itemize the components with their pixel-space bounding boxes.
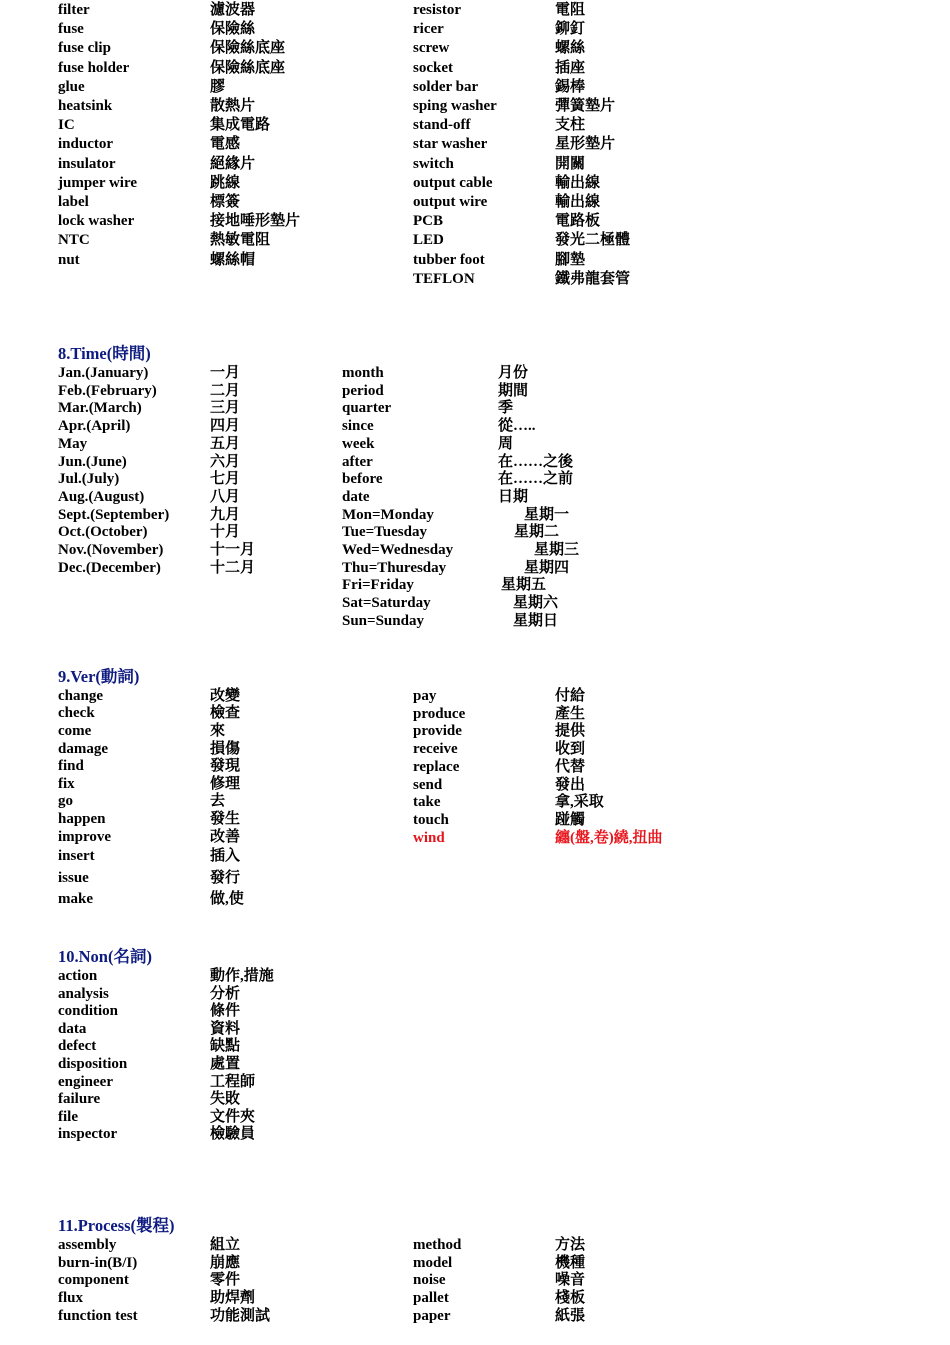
verb-right-translation: 付給 — [555, 688, 586, 704]
noun-translation: 資料 — [210, 1020, 241, 1037]
verb-right-translation: 收到 — [555, 741, 586, 758]
time-term-translation: 從….. — [498, 418, 536, 435]
month-translation: 七月 — [210, 471, 241, 488]
parts-right-term: LED — [413, 232, 444, 249]
time-term-term: Thu=Thuresday — [342, 559, 447, 576]
parts-right-translation: 鐵弗龍套管 — [555, 270, 631, 287]
process-right-translation: 棧板 — [555, 1290, 586, 1307]
parts-right-translation: 螺絲 — [555, 40, 586, 57]
verb-left-translation: 來 — [210, 723, 226, 739]
process-left-translation: 助焊劑 — [210, 1290, 256, 1307]
time-term-translation: 星期四 — [524, 559, 570, 576]
time-term-translation: 星期五 — [501, 577, 547, 594]
time-term-translation: 周 — [498, 435, 514, 452]
verb-left-term: happen — [58, 811, 106, 827]
month-term: Apr.(April) — [58, 418, 131, 435]
parts-left-term: lock washer — [58, 213, 135, 230]
month-term: Oct.(October) — [58, 524, 148, 541]
verb-left-term: issue — [58, 870, 89, 886]
verb-right-term: produce — [413, 705, 466, 722]
parts-right-term: socket — [413, 59, 453, 76]
noun-term: data — [58, 1020, 87, 1037]
month-term: Jan.(January) — [58, 365, 149, 381]
parts-right-term: output cable — [413, 174, 493, 191]
verb-left-translation: 插入 — [210, 848, 241, 864]
process-left-term: assembly — [58, 1237, 117, 1253]
parts-left-term: nut — [58, 251, 80, 268]
verb-left-translation: 去 — [210, 793, 226, 809]
verb-left-term: damage — [58, 741, 108, 757]
time-term-term: before — [342, 471, 383, 488]
parts-right-translation: 開關 — [555, 155, 586, 172]
verbs-heading: 9.Ver(動詞) — [58, 667, 140, 686]
parts-right-translation: 發光二極體 — [555, 232, 631, 249]
verb-right-translation: 踫觸 — [555, 811, 586, 828]
time-term-term: Tue=Tuesday — [342, 524, 427, 541]
parts-right-term: star washer — [413, 136, 488, 153]
verb-left-term: check — [58, 705, 95, 721]
parts-left-translation: 保險絲底座 — [210, 40, 286, 57]
noun-term: action — [58, 968, 98, 984]
time-term-term: quarter — [342, 400, 392, 417]
parts-left-term: jumper wire — [58, 174, 138, 191]
noun-translation: 動作,措施 — [210, 968, 274, 984]
parts-left-term: fuse — [58, 21, 84, 38]
month-translation: 九月 — [210, 506, 241, 523]
parts-right-translation: 輸出線 — [555, 174, 601, 191]
verb-left-translation: 改變 — [210, 688, 241, 704]
parts-right-translation: 輸出線 — [555, 194, 601, 210]
parts-right-term: PCB — [413, 213, 443, 230]
month-term: Feb.(February) — [58, 382, 157, 399]
month-translation: 二月 — [210, 382, 241, 399]
parts-right-term: tubber foot — [413, 251, 485, 268]
parts-right-translation: 彈簧墊片 — [555, 98, 616, 114]
time-term-term: month — [342, 365, 384, 381]
parts-right-term: resistor — [413, 2, 462, 18]
process-right-term: pallet — [413, 1290, 449, 1307]
noun-term: inspector — [58, 1126, 118, 1143]
time-term-translation: 月份 — [498, 365, 529, 381]
month-term: Jun.(June) — [58, 453, 127, 470]
time-term-translation: 在……之後 — [498, 453, 574, 470]
parts-right-translation: 電阻 — [555, 2, 586, 18]
noun-term: file — [58, 1108, 78, 1125]
parts-right-term: output wire — [413, 194, 488, 210]
parts-right-translation: 鉚釘 — [555, 21, 586, 38]
parts-left-translation: 濾波器 — [210, 2, 256, 18]
month-term: May — [58, 435, 88, 452]
verb-right-translation: 產生 — [555, 705, 586, 722]
parts-left-translation: 集成電路 — [210, 117, 271, 134]
time-term-translation: 期間 — [498, 382, 529, 399]
verb-left-term: find — [58, 758, 84, 774]
parts-left-term: NTC — [58, 232, 90, 249]
parts-left-term: fuse clip — [58, 40, 111, 57]
parts-right-translation: 錫棒 — [555, 78, 586, 95]
parts-right-term: stand-off — [413, 117, 471, 134]
process-left-translation: 組立 — [210, 1237, 241, 1253]
month-term: Mar.(March) — [58, 400, 142, 417]
verb-left-term: come — [58, 723, 92, 739]
verb-left-term: insert — [58, 848, 95, 864]
month-term: Dec.(December) — [58, 559, 161, 576]
verb-right-translation: 發出 — [555, 776, 586, 793]
noun-translation: 缺點 — [210, 1038, 241, 1055]
parts-left-term: label — [58, 194, 89, 210]
month-term: Jul.(July) — [58, 471, 120, 488]
parts-right-translation: 支柱 — [555, 117, 586, 134]
parts-right-term: solder bar — [413, 78, 479, 95]
parts-right-term: screw — [413, 40, 450, 57]
parts-left-translation: 保險絲底座 — [210, 59, 286, 76]
parts-left-translation: 接地唾形墊片 — [210, 213, 301, 230]
verb-right-translation: 代替 — [555, 758, 586, 775]
month-term: Sept.(September) — [58, 506, 170, 523]
time-term-translation: 在……之前 — [498, 471, 574, 488]
nouns-heading: 10.Non(名詞) — [58, 947, 152, 966]
process-right-translation: 紙張 — [555, 1307, 586, 1324]
verb-left-translation: 檢查 — [210, 705, 241, 721]
verb-right-term: take — [413, 794, 441, 811]
time-term-term: Wed=Wednesday — [342, 542, 454, 558]
verb-left-translation: 損傷 — [210, 741, 241, 757]
verb-left-translation: 發行 — [210, 870, 241, 886]
process-right-translation: 機種 — [555, 1254, 586, 1271]
time-term-translation: 季 — [498, 400, 514, 417]
time-term-term: Sat=Saturday — [342, 595, 431, 612]
parts-right-term: ricer — [413, 21, 444, 38]
noun-translation: 文件夾 — [210, 1108, 256, 1125]
parts-left-translation: 散熱片 — [210, 98, 256, 114]
noun-translation: 檢驗員 — [210, 1126, 256, 1143]
time-term-translation: 星期一 — [524, 506, 570, 523]
parts-left-translation: 標簽 — [210, 194, 241, 210]
time-heading: 8.Time(時間) — [58, 344, 151, 363]
month-translation: 六月 — [210, 453, 241, 470]
month-translation: 四月 — [210, 418, 241, 435]
parts-left-translation: 保險絲 — [210, 21, 256, 38]
verb-right-term: receive — [413, 741, 458, 758]
verb-right-translation: 拿,采取 — [555, 794, 604, 811]
time-term-translation: 星期六 — [513, 595, 559, 612]
parts-left-term: IC — [58, 117, 75, 134]
time-term-term: Fri=Friday — [342, 577, 414, 594]
time-term-term: Sun=Sunday — [342, 612, 424, 629]
parts-right-term: switch — [413, 155, 454, 172]
verb-right-term: provide — [413, 723, 462, 740]
verb-left-translation: 發生 — [210, 811, 241, 827]
month-translation: 八月 — [210, 488, 241, 505]
parts-left-term: inductor — [58, 136, 114, 153]
process-left-term: function test — [58, 1307, 138, 1324]
time-term-term: date — [342, 488, 370, 505]
process-right-term: method — [413, 1237, 462, 1253]
noun-term: analysis — [58, 985, 109, 1002]
parts-left-translation: 絕緣片 — [210, 155, 256, 172]
noun-translation: 分析 — [210, 985, 241, 1002]
parts-left-translation: 電感 — [210, 136, 241, 153]
parts-right-translation: 腳墊 — [555, 251, 586, 268]
process-left-term: flux — [58, 1290, 84, 1307]
parts-left-term: glue — [58, 78, 85, 95]
noun-term: defect — [58, 1038, 97, 1055]
time-term-term: week — [342, 435, 375, 452]
verb-right-term: pay — [413, 688, 437, 704]
process-left-translation: 零件 — [210, 1272, 241, 1289]
time-term-term: after — [342, 453, 373, 470]
verb-left-translation: 發現 — [210, 758, 241, 774]
process-left-translation: 功能測試 — [210, 1307, 271, 1324]
verb-left-term: fix — [58, 776, 75, 792]
time-term-translation: 星期二 — [514, 524, 560, 541]
verb-right-term: send — [413, 776, 443, 793]
verb-right-term: replace — [413, 758, 460, 775]
noun-translation: 工程師 — [210, 1073, 256, 1090]
time-term-translation: 星期三 — [534, 542, 580, 558]
time-term-translation: 日期 — [498, 488, 529, 505]
verb-left-translation: 改善 — [210, 829, 241, 845]
verb-right-term: touch — [413, 811, 449, 828]
parts-left-translation: 螺絲帽 — [210, 251, 256, 268]
verb-left-term: improve — [58, 829, 112, 845]
month-translation: 五月 — [210, 435, 241, 452]
parts-left-translation: 熱敏電阻 — [210, 232, 271, 249]
verb-left-term: make — [58, 891, 93, 907]
month-translation: 三月 — [210, 400, 241, 417]
noun-term: condition — [58, 1003, 119, 1020]
noun-translation: 失敗 — [210, 1091, 241, 1108]
parts-left-term: filter — [58, 2, 90, 18]
noun-translation: 條件 — [210, 1003, 241, 1020]
month-translation: 十一月 — [210, 542, 256, 558]
month-term: Nov.(November) — [58, 542, 164, 558]
month-translation: 一月 — [210, 365, 241, 381]
parts-right-term: TEFLON — [413, 270, 475, 287]
verb-left-term: go — [58, 793, 73, 809]
process-right-translation: 噪音 — [555, 1272, 586, 1289]
process-left-term: burn-in(B/I) — [58, 1254, 138, 1271]
noun-term: engineer — [58, 1073, 113, 1090]
verb-right-translation: 纏(盤,卷)繞,扭曲 — [555, 829, 663, 846]
month-translation: 十月 — [210, 524, 241, 541]
process-right-term: noise — [413, 1272, 446, 1289]
parts-right-translation: 電路板 — [555, 213, 601, 230]
process-heading: 11.Process(製程) — [58, 1216, 175, 1235]
parts-left-term: fuse holder — [58, 59, 130, 76]
process-right-term: paper — [413, 1307, 451, 1324]
parts-right-term: sping washer — [413, 98, 497, 114]
noun-term: disposition — [58, 1056, 128, 1072]
parts-left-translation: 膠 — [210, 78, 226, 95]
parts-left-term: insulator — [58, 155, 116, 172]
verb-right-term: wind — [413, 829, 445, 846]
noun-term: failure — [58, 1091, 101, 1108]
process-left-term: component — [58, 1272, 129, 1289]
verb-right-translation: 提供 — [555, 723, 586, 740]
process-right-term: model — [413, 1254, 453, 1271]
verb-left-translation: 做,使 — [210, 891, 244, 907]
month-translation: 十二月 — [210, 559, 256, 576]
time-term-term: period — [342, 382, 384, 399]
noun-translation: 處置 — [210, 1056, 241, 1072]
time-term-term: Mon=Monday — [342, 506, 434, 523]
time-term-term: since — [342, 418, 374, 435]
month-term: Aug.(August) — [58, 488, 145, 505]
verb-left-translation: 修理 — [210, 776, 241, 792]
parts-right-translation: 插座 — [555, 59, 586, 76]
parts-left-term: heatsink — [58, 98, 113, 114]
time-term-translation: 星期日 — [513, 612, 559, 629]
parts-right-translation: 星形墊片 — [555, 136, 616, 153]
parts-left-translation: 跳線 — [210, 174, 241, 191]
verb-left-term: change — [58, 688, 103, 704]
process-left-translation: 崩應 — [210, 1254, 241, 1271]
process-right-translation: 方法 — [555, 1237, 586, 1253]
